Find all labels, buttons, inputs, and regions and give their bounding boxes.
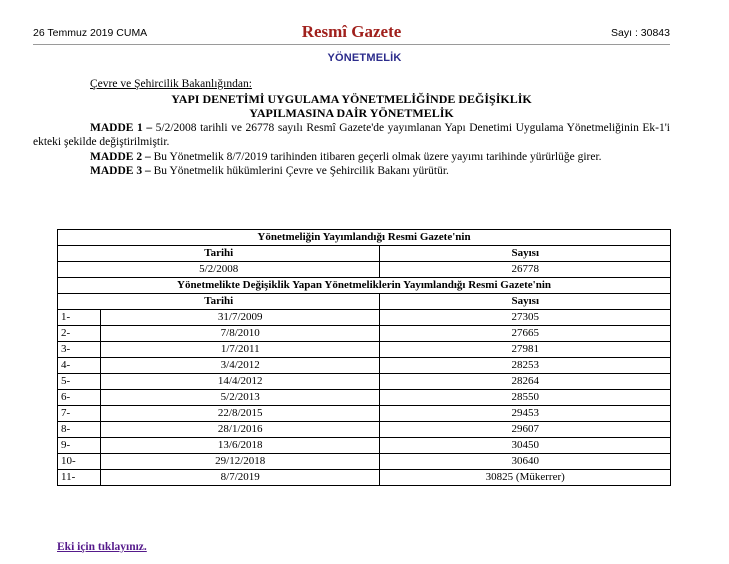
row-number-cell: 29453 bbox=[380, 406, 671, 422]
table-row bbox=[58, 326, 671, 342]
row-date-cell: 1/7/2011 bbox=[100, 342, 380, 358]
col-date-header: Tarihi bbox=[58, 246, 380, 262]
table-row bbox=[58, 470, 671, 486]
regulation-title-line-2: YAPILMASINA DAİR YÖNETMELİK bbox=[249, 106, 454, 120]
gazette-history-table bbox=[57, 229, 671, 486]
annex-link[interactable]: Eki için tıklayınız. bbox=[57, 541, 147, 553]
main-header-cell: Yönetmeliğin Yayımlandığı Resmi Gazete'nin bbox=[58, 230, 671, 246]
table-row bbox=[58, 454, 671, 470]
row-no-cell: 7- bbox=[58, 406, 101, 422]
row-date-cell: 5/2/2013 bbox=[100, 390, 380, 406]
table-row bbox=[58, 374, 671, 390]
table-row bbox=[58, 406, 671, 422]
row-no-cell: 9- bbox=[58, 438, 101, 454]
row-no-cell: 4- bbox=[58, 358, 101, 374]
table-row bbox=[58, 390, 671, 406]
regulation-body bbox=[33, 77, 670, 179]
row-no-cell: 1- bbox=[58, 310, 101, 326]
ministry-name: Çevre ve Şehircilik Bakanlığından: bbox=[90, 78, 252, 90]
row-no-cell: 3- bbox=[58, 342, 101, 358]
issue-number: Sayı : 30843 bbox=[611, 27, 670, 39]
table-row bbox=[58, 262, 671, 278]
table-row bbox=[58, 358, 671, 374]
row-date-cell: 8/7/2019 bbox=[100, 470, 380, 486]
main-number-cell: 26778 bbox=[380, 262, 671, 278]
table-header-row bbox=[58, 230, 671, 246]
article-3 bbox=[33, 164, 670, 179]
row-number-cell: 27981 bbox=[380, 342, 671, 358]
article-2-text: Bu Yönetmelik 8/7/2019 tarihinden itibaren geçerli olmak üzere yayımı tarihinde yürürlüğe girer. bbox=[150, 150, 602, 163]
article-1 bbox=[33, 121, 670, 150]
row-date-cell: 13/6/2018 bbox=[100, 438, 380, 454]
row-number-cell: 27305 bbox=[380, 310, 671, 326]
row-number-cell: 30450 bbox=[380, 438, 671, 454]
row-number-cell: 30640 bbox=[380, 454, 671, 470]
article-3-label: MADDE 3 – bbox=[90, 165, 151, 177]
row-no-cell: 11- bbox=[58, 470, 101, 486]
row-number-cell: 28550 bbox=[380, 390, 671, 406]
row-number-cell: 28253 bbox=[380, 358, 671, 374]
article-1-text: 5/2/2008 tarihli ve 26778 sayılı Resmî Gazete'de yayımlanan Yapı Denetimi Uygulama Yönetmeliğinin Ek-1'i ekteki şekilde değiştirilmiştir. bbox=[33, 121, 670, 148]
main-date-cell: 5/2/2008 bbox=[58, 262, 380, 278]
row-number-cell: 28264 bbox=[380, 374, 671, 390]
table-row bbox=[58, 438, 671, 454]
gazette-header bbox=[33, 22, 670, 44]
row-date-cell: 14/4/2012 bbox=[100, 374, 380, 390]
amend-col-number-header: Sayısı bbox=[380, 294, 671, 310]
article-3-text: Bu Yönetmelik hükümlerini Çevre ve Şehircilik Bakanı yürütür. bbox=[150, 165, 449, 177]
table-row bbox=[58, 422, 671, 438]
row-number-cell: 30825 (Mükerrer) bbox=[380, 470, 671, 486]
amend-col-date-header: Tarihi bbox=[58, 294, 380, 310]
row-date-cell: 31/7/2009 bbox=[100, 310, 380, 326]
table-column-row bbox=[58, 246, 671, 262]
table-row bbox=[58, 310, 671, 326]
row-number-cell: 27665 bbox=[380, 326, 671, 342]
row-no-cell: 2- bbox=[58, 326, 101, 342]
row-date-cell: 22/8/2015 bbox=[100, 406, 380, 422]
row-no-cell: 5- bbox=[58, 374, 101, 390]
amend-column-row bbox=[58, 294, 671, 310]
table-row bbox=[58, 342, 671, 358]
amend-header-cell: Yönetmelikte Değişiklik Yapan Yönetmeliklerin Yayımlandığı Resmi Gazete'nin bbox=[58, 278, 671, 294]
row-date-cell: 7/8/2010 bbox=[100, 326, 380, 342]
gazette-title: Resmî Gazete bbox=[301, 22, 402, 41]
row-number-cell: 29607 bbox=[380, 422, 671, 438]
article-1-label: MADDE 1 – bbox=[90, 121, 153, 134]
row-date-cell: 29/12/2018 bbox=[100, 454, 380, 470]
row-date-cell: 3/4/2012 bbox=[100, 358, 380, 374]
amend-header-row bbox=[58, 278, 671, 294]
row-date-cell: 28/1/2016 bbox=[100, 422, 380, 438]
col-number-header: Sayısı bbox=[380, 246, 671, 262]
row-no-cell: 6- bbox=[58, 390, 101, 406]
row-no-cell: 8- bbox=[58, 422, 101, 438]
header-divider bbox=[33, 44, 670, 45]
article-2 bbox=[33, 150, 670, 165]
regulation-title-line-1: YAPI DENETİMİ UYGULAMA YÖNETMELİĞİNDE DEĞİŞİKLİK bbox=[171, 91, 532, 106]
issue-date: 26 Temmuz 2019 CUMA bbox=[33, 27, 148, 39]
row-no-cell: 10- bbox=[58, 454, 101, 470]
article-2-label: MADDE 2 – bbox=[90, 150, 151, 163]
section-title: YÖNETMELİK bbox=[327, 52, 402, 64]
